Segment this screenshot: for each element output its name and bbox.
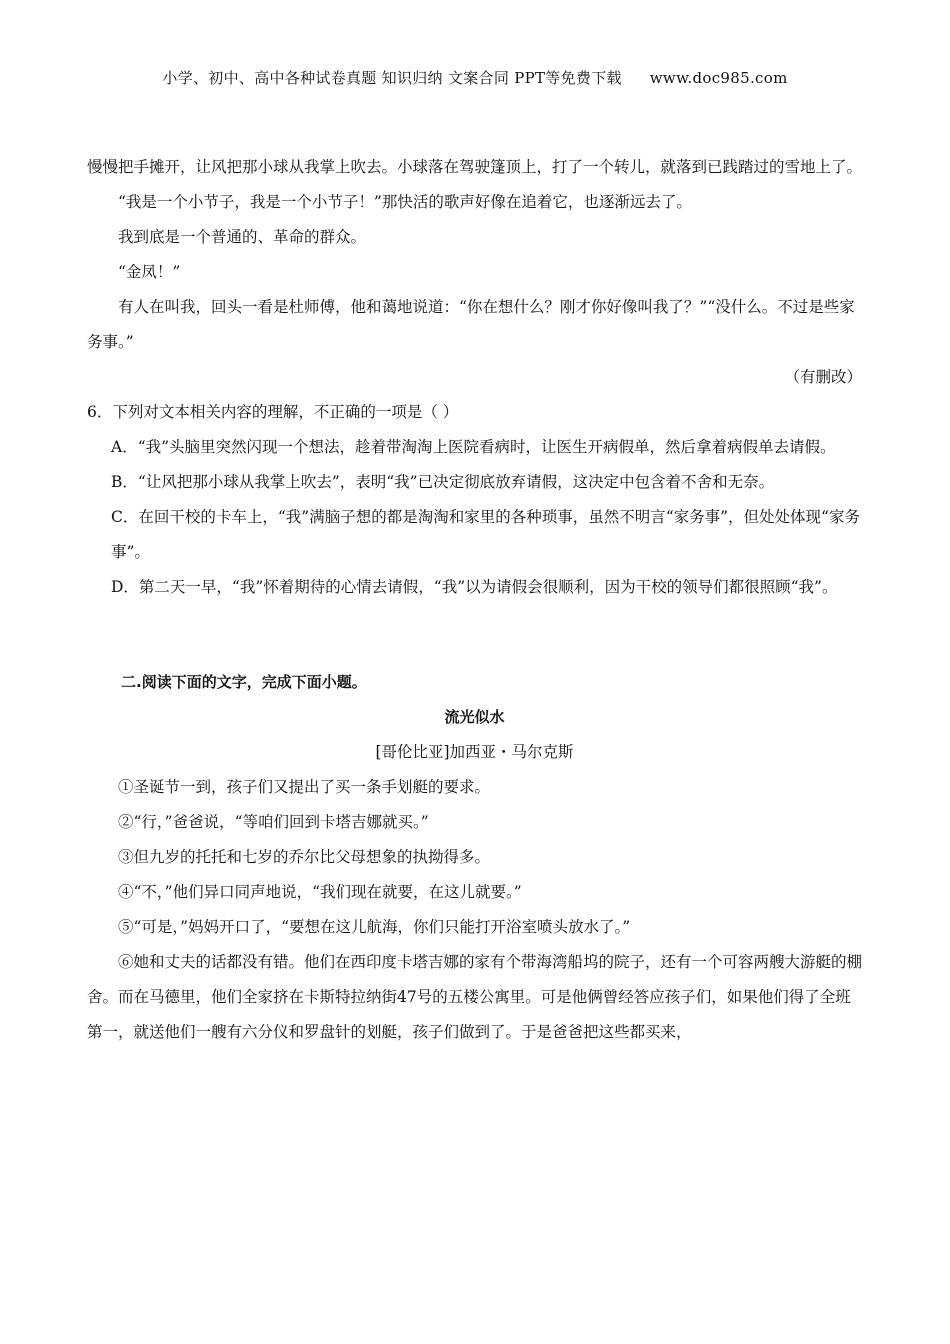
passage-paragraph: 慢慢把手摊开，让风把那小球从我掌上吹去。小球落在驾驶篷顶上，打了一个转儿，就落到已践踏过的雪地上了。 xyxy=(87,158,863,176)
option-d: D．第二天一早，“我”怀着期待的心情去请假，“我”以为请假会很顺利，因为干校的领导们都很照顾“我”。 xyxy=(111,578,838,596)
page-header xyxy=(0,67,950,88)
article-paragraph: ①圣诞节一到，孩子们又提出了买一条手划艇的要求。 xyxy=(118,778,491,796)
passage-paragraph: 我到底是一个普通的、革命的群众。 xyxy=(118,228,367,246)
article-title: 流光似水 xyxy=(444,708,505,726)
passage-paragraph: “金凤！” xyxy=(118,263,181,281)
passage-paragraph: “我是一个小节子，我是一个小节子！”那快活的歌声好像在追着它，也逐渐远去了。 xyxy=(118,193,692,211)
article-paragraph: ⑤“可是，”妈妈开口了，“要想在这儿航海，你们只能打开浴室喷头放水了。” xyxy=(118,918,631,936)
article-paragraph: ⑥她和丈夫的话都没有错。他们在西印度卡塔吉娜的家有个带海湾船坞的院子，还有一个可容两艘大游艇的棚舍。而在马德里，他们全家挤在卡斯特拉纳街47号的五楼公寓里。可是他俩曾经答应孩子们，如果他们得了全班第一，就送他们一艘有六分仪和罗盘针的划艇，孩子们做到了。于是爸爸把这些都买来， xyxy=(87,953,863,1041)
document-body xyxy=(87,150,862,1050)
passage-paragraph: 有人在叫我，回头一看是杜师傅，他和蔼地说道：“你在想什么？刚才你好像叫我了？”“没什么。不过是些家务事。” xyxy=(87,298,855,351)
article-paragraph: ④“不，”他们异口同声地说，“我们现在就要，在这儿就要。” xyxy=(118,883,522,901)
article-paragraph: ③但九岁的托托和七岁的乔尔比父母想象的执拗得多。 xyxy=(118,848,491,866)
option-b: B．“让风把那小球从我掌上吹去”，表明“我”已决定彻底放弃请假，这决定中包含着不舍和无奈。 xyxy=(111,473,775,491)
header-site: www.doc985.com xyxy=(649,69,788,87)
option-c: C．在回干校的卡车上，“我”满脑子想的都是淘淘和家里的各种琐事，虽然不明言“家务事”，但处处体现“家务事”。 xyxy=(111,508,860,561)
header-text: 小学、初中、高中各种试卷真题 知识归纳 文案合同 PPT等免费下载 xyxy=(162,69,622,87)
article-author: [哥伦比亚]加西亚・马尔克斯 xyxy=(375,743,574,761)
section-2-title: 二.阅读下面的文字，完成下面小题。 xyxy=(121,673,367,691)
question-6-stem: 6．下列对文本相关内容的理解，不正确的一项是（ ） xyxy=(87,403,459,421)
edit-note: （有删改） xyxy=(784,368,862,386)
article-paragraph: ②“行，”爸爸说，“等咱们回到卡塔吉娜就买。” xyxy=(118,813,429,831)
option-a: A．“我”头脑里突然闪现一个想法，趁着带淘淘上医院看病时，让医生开病假单，然后拿着病假单去请假。 xyxy=(111,438,836,456)
